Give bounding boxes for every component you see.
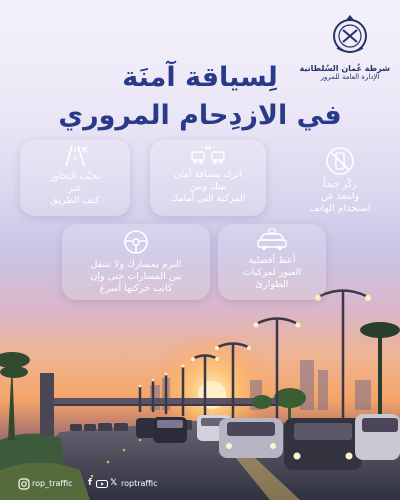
youtube-icon: [96, 478, 108, 490]
emergency-vehicle-icon: [256, 228, 288, 252]
logo-line-2: الإدارة العامة للمرور: [320, 73, 380, 81]
tip-line: بين المسارات حتى وإن: [90, 271, 182, 282]
tip-line: الطوارئ: [255, 279, 289, 290]
tip-line: العبور لمركبات: [242, 267, 302, 278]
phone-off-icon: [325, 146, 355, 176]
social-footer: [0, 478, 220, 492]
car-distance-icon: [190, 144, 226, 166]
tip-shoulder: [20, 140, 130, 216]
tip-line: استخدام الهاتف: [309, 203, 371, 214]
no-shoulder-icon: [60, 144, 90, 168]
tip-line: المركبة التي أمامك: [170, 193, 246, 204]
tip-line: أعط أفضلية: [248, 255, 296, 266]
social-handle[interactable]: roptraffic: [121, 479, 158, 488]
tip-emergency: [218, 224, 326, 300]
tip-line: التزم بمسارك ولا تتنقل: [90, 259, 182, 270]
instagram-icon: [18, 478, 30, 490]
tip-line: كانت حركتها أسرع: [99, 283, 173, 294]
tip-distance: [150, 140, 266, 216]
logo-line-1: شرطة عُمان السُلطانية: [299, 64, 390, 73]
title-line-1: لِسياقة آمنَة: [122, 62, 278, 93]
tip-line: كتف الطريق: [50, 195, 100, 206]
tip-line: وابتعد عن: [320, 191, 360, 202]
tip-line: بينك وبين: [189, 181, 227, 192]
rop-emblem-icon: [329, 14, 371, 58]
title-line-2: في الازدِحام المروري: [58, 100, 342, 131]
facebook-icon: f: [88, 478, 92, 488]
tip-phone: [287, 146, 393, 215]
x-icon: 𝕏: [110, 478, 118, 488]
tip-line: اترك مسافة أمان: [173, 169, 243, 180]
tip-line: عبر: [68, 183, 82, 194]
tip-line: تجنَّب التجاوز: [49, 171, 101, 182]
instagram-handle[interactable]: rop_traffic: [32, 479, 73, 488]
steering-wheel-icon: [122, 228, 150, 256]
tip-lane: [62, 224, 210, 300]
tip-line: ركّز جيداً: [323, 179, 357, 190]
